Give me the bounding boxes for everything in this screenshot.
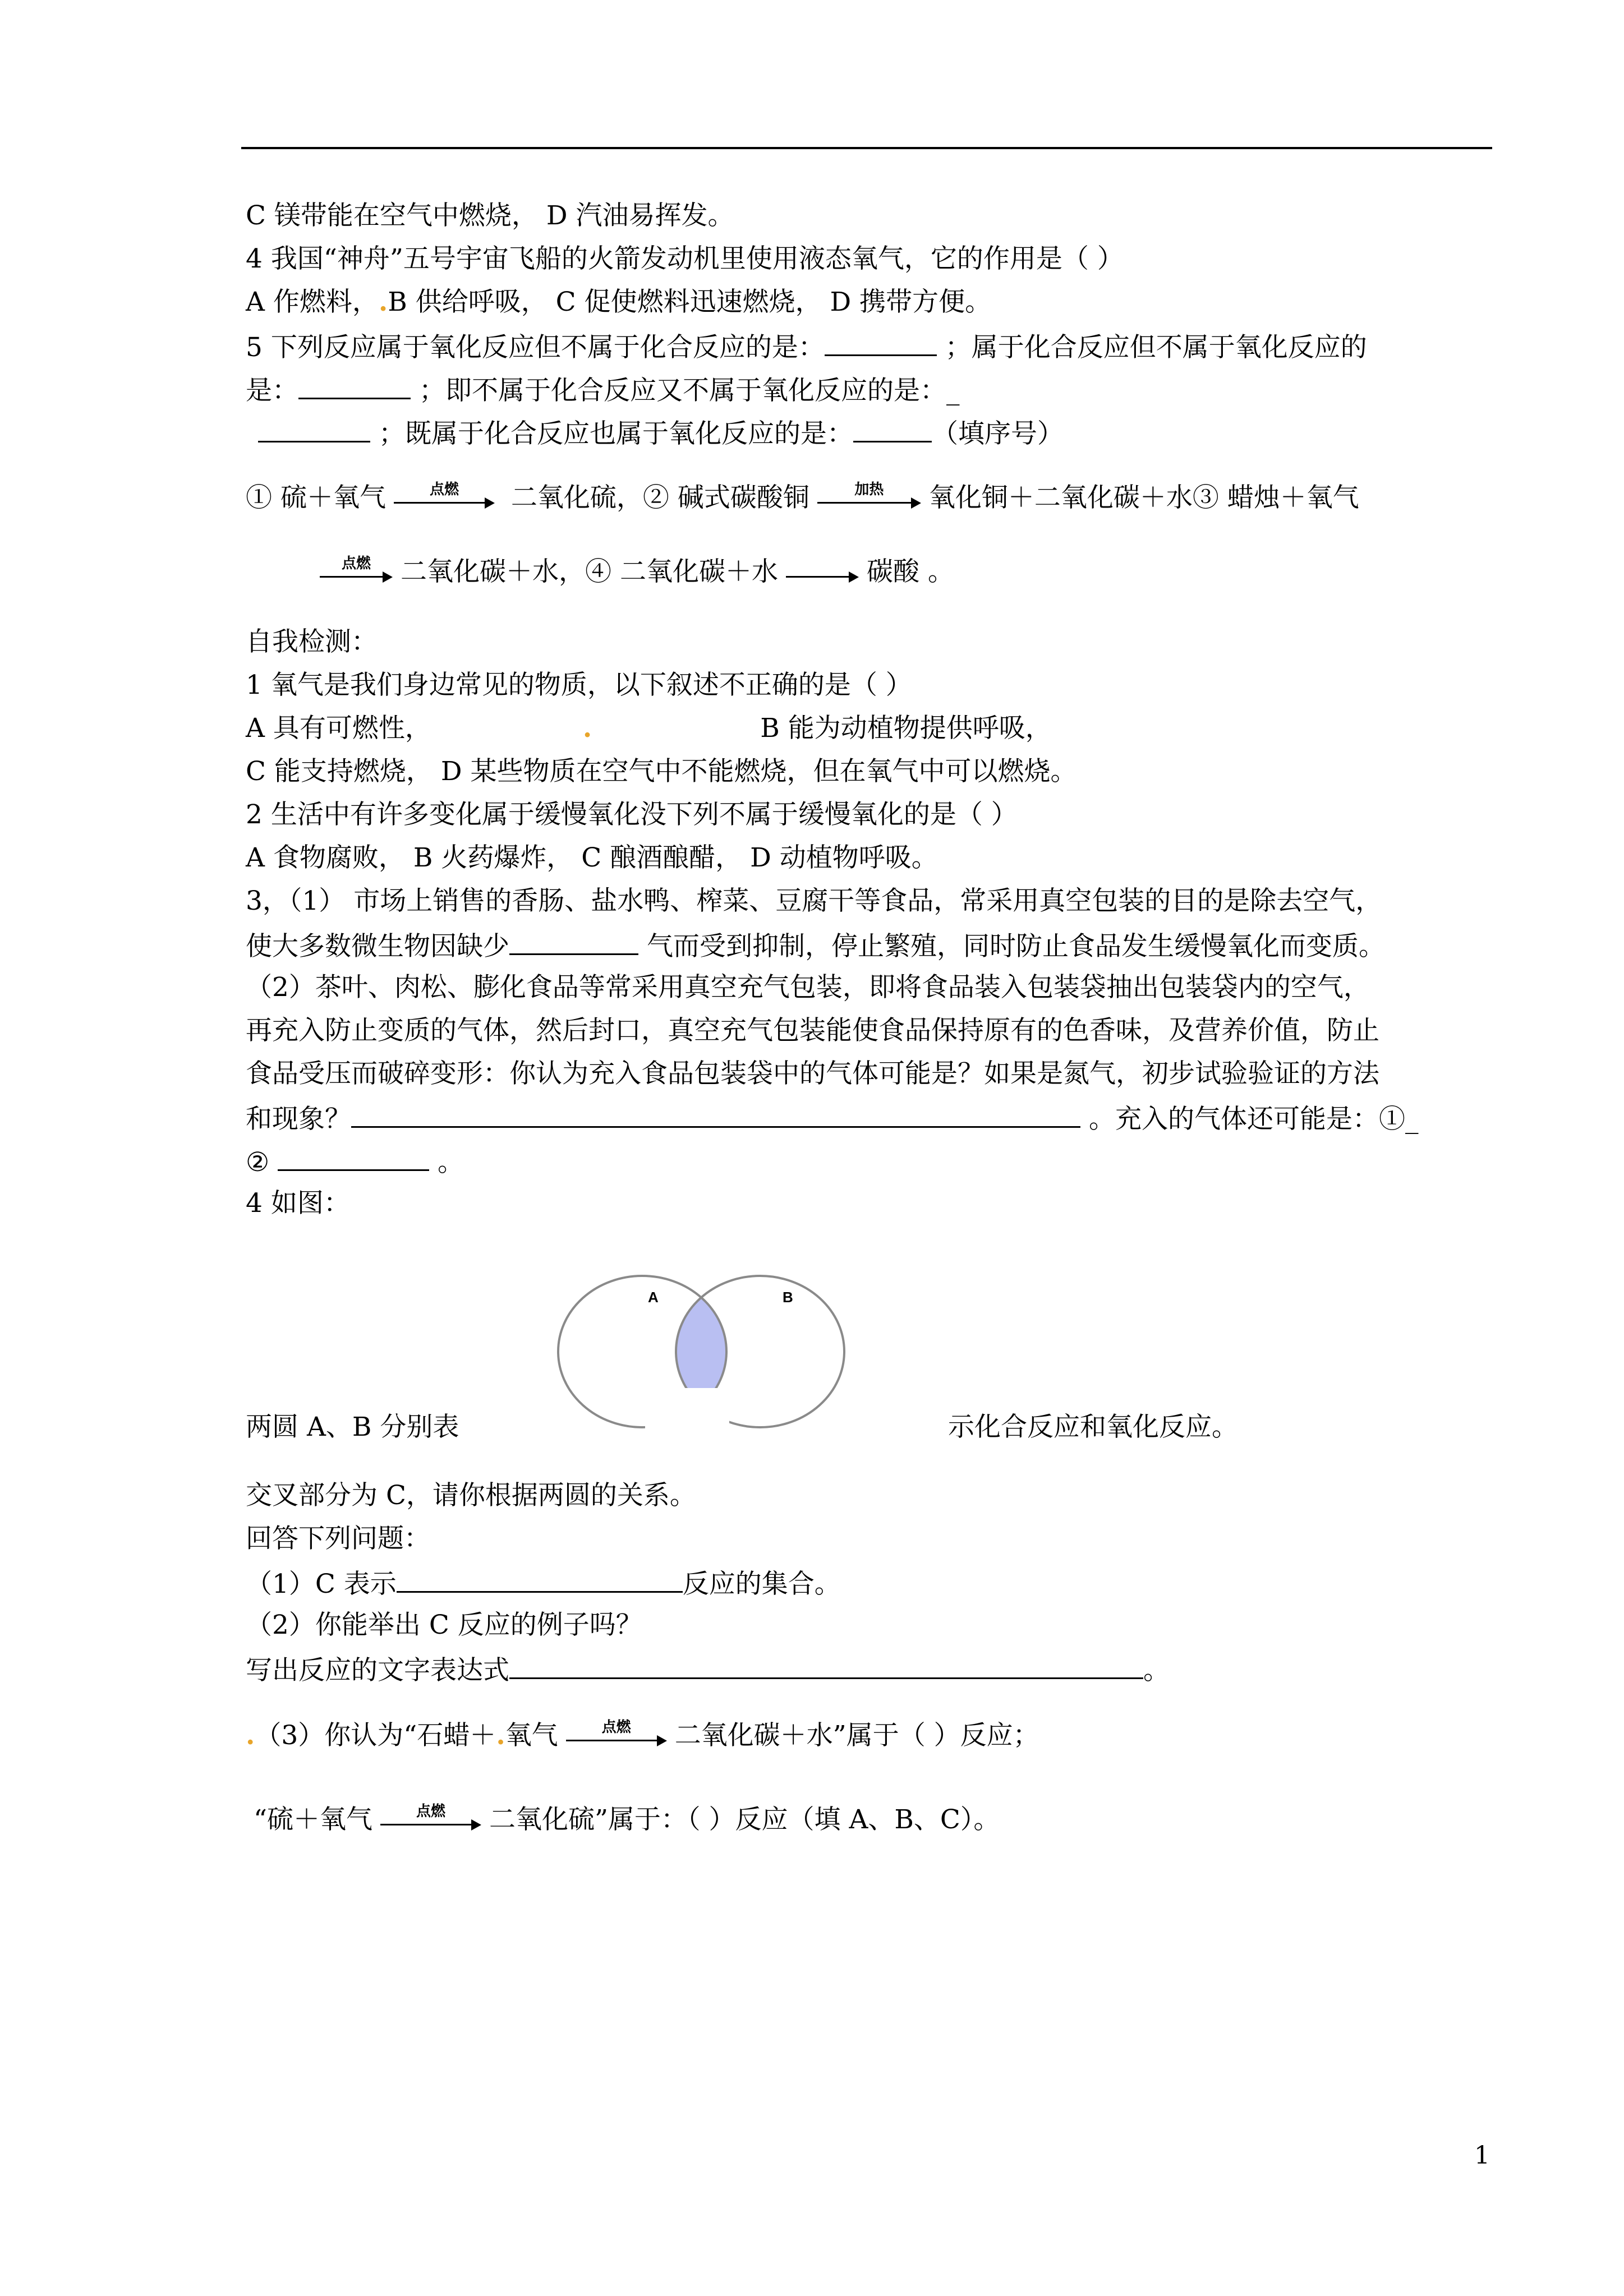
ignite-arrow: 点燃: [566, 1726, 667, 1749]
answer-blank[interactable]: [853, 415, 932, 442]
reaction-line2: 点燃 二氧化碳＋水，④ 二氧化碳＋水 碳酸 。: [320, 555, 954, 589]
heat-arrow: 加热: [817, 488, 921, 511]
q4-options: A 作燃料，.B 供给呼吸， C 促使燃料迅速燃烧， D 携带方便。: [246, 287, 992, 317]
ignite-arrow: 点燃: [380, 1810, 481, 1833]
answer-blank[interactable]: [278, 1144, 429, 1171]
st-q4-sub3: .（3）你认为“石蜡＋.氧气 点燃 二氧化碳＋水”属于（ ）反应；: [246, 1719, 1039, 1751]
q4-stem: 4 我国“神舟”五号宇宙飞船的火箭发动机里使用液态氧气，它的作用是（ ）: [246, 243, 1124, 274]
q5-line2: 是： ；即不属于化合反应又不属于氧化反应的是：_: [246, 372, 959, 408]
venn-image-gap: [645, 1388, 729, 1436]
st-q3-part1-cont: 使大多数微生物因缺少 气而受到抑制，停止繁殖，同时防止食品发生缓慢氧化而变质。: [246, 928, 1385, 963]
st-q2-options: A 食物腐败， B 火药爆炸， C 酿酒酿醋， D 动植物呼吸。: [246, 842, 938, 873]
plain-arrow: [786, 563, 859, 585]
st-q1-options-ab: A 具有可燃性， . B 能为动植物提供呼吸，: [246, 713, 1052, 744]
q5-line1: 5 下列反应属于氧化反应但不属于化合反应的是： ；属于化合反应但不属于氧化反应的: [246, 329, 1367, 365]
reaction-line1: ① 硫＋氧气 点燃 二氧化硫，② 碱式碳酸铜 加热 氧化铜＋二氧化碳＋水③ 蜡烛＋氧气: [246, 481, 1359, 513]
stray-dot: .: [246, 1720, 255, 1751]
st-q4-sub2-cont: 写出反应的文字表达式 。: [246, 1652, 1170, 1688]
header-rule: [241, 147, 1492, 149]
answer-blank[interactable]: [397, 1565, 683, 1593]
answer-blank[interactable]: [258, 415, 370, 442]
stray-dot: .: [378, 287, 388, 317]
st-q3-part2-cont2: 食品受压而破碎变形：你认为充入食品包装袋中的气体可能是？如果是氮气，初步试验验证的方法: [246, 1058, 1379, 1089]
venn-label-b: B: [783, 1289, 793, 1306]
st-q4-stem: 4 如图：: [246, 1188, 350, 1219]
st-q1-options-cd: C 能支持燃烧， D 某些物质在空气中不能燃烧，但在氧气中可以燃烧。: [246, 756, 1077, 787]
st-q2-stem: 2 生活中有许多变化属于缓慢氧化没下列不属于缓慢氧化的是（ ）: [246, 799, 1018, 830]
answer-blank[interactable]: [825, 329, 937, 356]
st-q4-sub3-cont: “硫＋氧气 点燃 二氧化硫”属于：（ ）反应（填 A、B、C）。: [254, 1803, 1000, 1835]
st-q4-desc-left: 两圆 A、B 分别表: [246, 1412, 459, 1442]
venn-label-a: A: [648, 1289, 659, 1306]
page-number: 1: [1474, 2141, 1490, 2170]
st-q3-part2-cont1: 再充入防止变质的气体，然后封口，真空充气包装能使食品保持原有的色香味，及营养价值，防止: [246, 1015, 1379, 1046]
ignite-arrow: 点燃: [320, 563, 393, 585]
stray-dot: .: [582, 713, 592, 744]
st-q3-part2: （2）茶叶、肉松、膨化食品等常采用真空充气包装，即将食品装入包装袋抽出包装袋内的空气，: [246, 972, 1370, 1003]
answer-blank[interactable]: [298, 372, 411, 399]
st-q3-part2-cont3: 和现象？ 。充入的气体还可能是：①_: [246, 1100, 1418, 1136]
st-q3-part2-cont4: ② 。: [246, 1144, 464, 1179]
answer-blank[interactable]: [509, 1652, 1143, 1679]
st-q4-instruction: 回答下列问题：: [246, 1523, 430, 1554]
stray-dot: .: [496, 1720, 505, 1751]
answer-blank[interactable]: [351, 1100, 1080, 1128]
ignite-arrow: 点燃: [394, 488, 495, 511]
q5-line3: ；既属于化合反应也属于氧化反应的是： （填序号）: [258, 415, 1064, 451]
st-q4-intersection: 交叉部分为 C，请你根据两圆的关系。: [246, 1480, 696, 1511]
st-q3-part1: 3，（1） 市场上销售的香肠、盐水鸭、榨菜、豆腐干等食品，常采用真空包装的目的是除去空气，: [246, 886, 1382, 916]
st-q4-sub2: （2）你能举出 C 反应的例子吗？: [246, 1610, 642, 1640]
q3-options-cd: C 镁带能在空气中燃烧， D 汽油易挥发。: [246, 200, 734, 231]
st-q4-sub1: （1）C 表示 反应的集合。: [246, 1565, 841, 1601]
self-test-heading: 自我检测：: [246, 626, 378, 657]
st-q1-stem: 1 氧气是我们身边常见的物质，以下叙述不正确的是（ ）: [246, 670, 912, 700]
st-q4-desc-right: 示化合反应和氧化反应。: [948, 1412, 1238, 1442]
answer-blank[interactable]: [509, 928, 638, 955]
venn-diagram: [533, 1267, 869, 1436]
